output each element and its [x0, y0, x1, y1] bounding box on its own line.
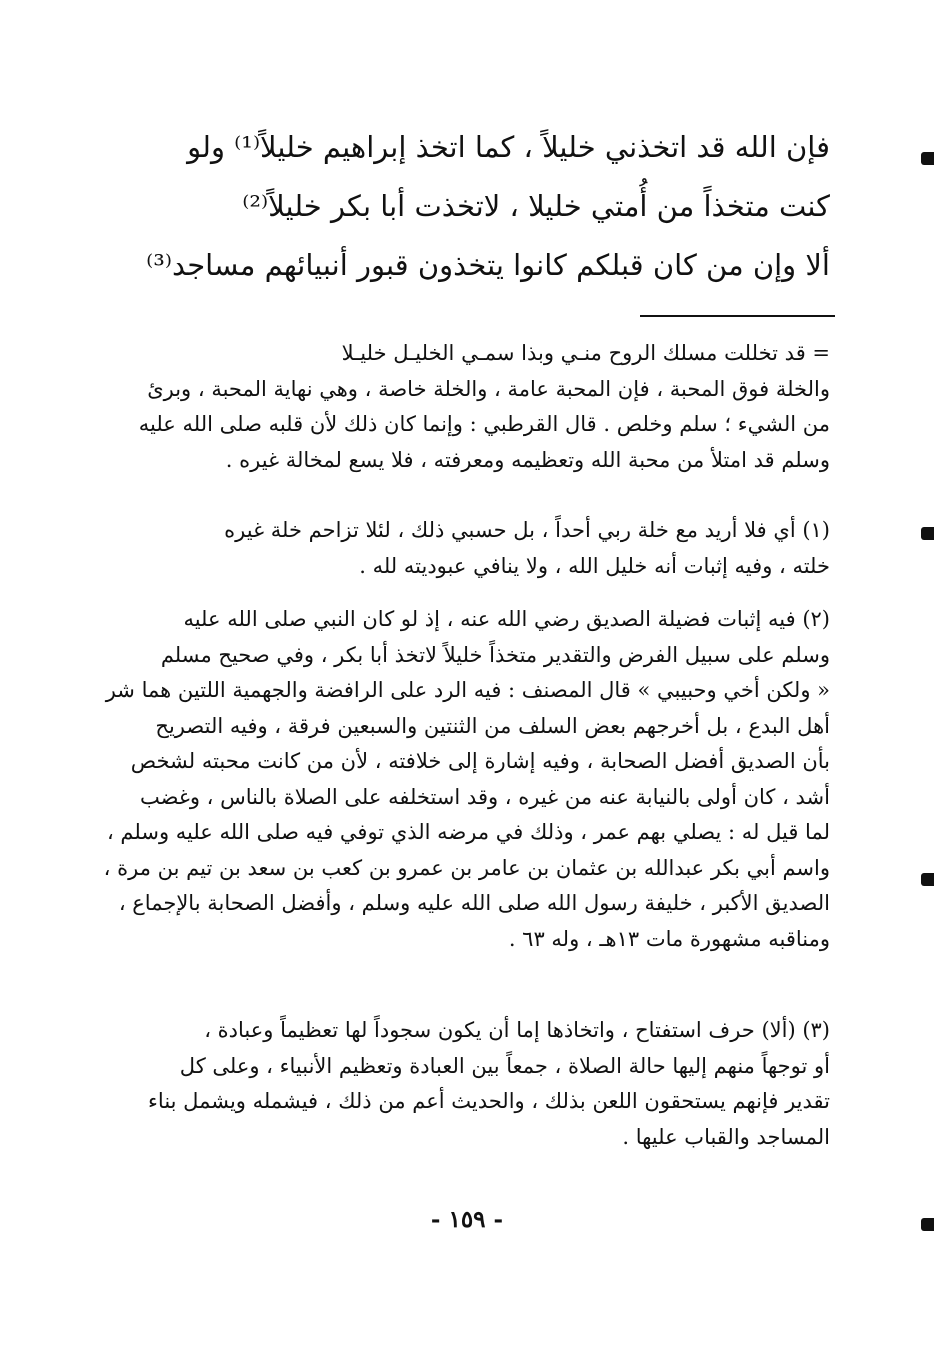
text-line: وسلم قد امتلأ من محبة الله وتعظيمه ومعرفته ، فلا يسع لمخالة غيره .	[225, 447, 830, 472]
footnote-2	[100, 602, 830, 957]
text-line: ومناقبه مشهورة مات ١٣هـ ، وله ٦٣ .	[508, 926, 830, 951]
footnote-3	[100, 1013, 830, 1155]
text-line: من الشيء ؛ سلم وخلص . قال القرطبي : وإنما كان ذلك لأن قلبه صلى الله عليه	[138, 412, 830, 436]
scan-edge-mark	[921, 873, 934, 886]
hadith-text	[100, 118, 830, 295]
text-line: كنت متخذاً من أُمتي خليلا ، لاتخذت أبا بكر خليلاً⁽²⁾	[242, 189, 830, 223]
text-line: بأن الصديق أفضل الصحابة ، وفيه إشارة إلى خلافته ، لأن من كانت محبته لشخص	[130, 749, 830, 773]
footnote-separator	[640, 315, 835, 317]
text-line: (٢) فيه إثبات فضيلة الصديق رضي الله عنه ، إذ لو كان النبي صلى الله عليه	[183, 607, 830, 631]
text-line: (٣) (ألا) حرف استفتاح ، واتخاذها إما أن يكون سجوداً لها تعظيماً وعبادة ،	[204, 1018, 830, 1042]
text-line: وسلم على سبيل الفرض والتقدير متخذاً خليلاً لاتخذ أبا بكر ، وفي صحيح مسلم	[160, 642, 830, 667]
text-line: خلته ، وفيه إثبات أنه خليل الله ، ولا ينافي عبوديته لله .	[359, 553, 830, 578]
text-line: والخلة فوق المحبة ، فإن المحبة عامة ، والخلة خاصة ، وهي نهاية المحبة ، وبرئ	[147, 376, 830, 401]
footnote-1	[100, 513, 830, 584]
text-line: المساجد والقباب عليها .	[622, 1124, 830, 1149]
scan-edge-mark	[921, 1218, 934, 1231]
text-line: أو توجهاً منهم إليها حالة الصلاة ، جمعاً بين العبادة وتعظيم الأنبياء ، وعلى كل	[179, 1053, 830, 1078]
text-line: أشد ، كان أولى بالنيابة عنه من غيره ، وقد استخلفه على الصلاة بالناس ، وغضب	[140, 784, 830, 809]
text-line: تقدير فإنهم يستحقون اللعن بذلك ، والحديث أعم من ذلك ، فيشمله ويشمل بناء	[148, 1089, 830, 1113]
text-line: ألا وإن من كان قبلكم كانوا يتخذون قبور أنبيائهم مساجد⁽³⁾	[146, 248, 830, 282]
text-line: واسم أبي بكر عبدالله بن عثمان بن عامر بن عمرو بن كعب بن سعد بن تيم بن مرة ،	[103, 855, 830, 880]
text-line: أهل البدع ، بل أخرجهم بعض السلف من الثنتين والسبعين فرقة ، وفيه التصريح	[155, 713, 830, 738]
scan-edge-mark	[921, 152, 934, 165]
scan-edge-mark	[921, 527, 934, 540]
text-line: = قد تخللت مسلك الروح منـي وبذا سمـي الخليـل خليـلا	[341, 341, 830, 365]
footnote-continuation	[100, 336, 830, 478]
text-line: لما قيل له : يصلي بهم عمر ، وذلك في مرضه الذي توفي فيه صلى الله عليه وسلم ،	[106, 820, 830, 844]
text-line: فإن الله قد اتخذني خليلاً ، كما اتخذ إبراهيم خليلاً⁽¹⁾ ولو	[187, 130, 830, 164]
text-line: « ولكن أخي وحبيبي » قال المصنف : فيه الرد على الرافضة والجهمية اللتين هما شر	[105, 678, 830, 702]
page-number: - ١٥٩ -	[430, 1206, 504, 1233]
text-line: (١) أي فلا أريد مع خلة ربي أحداً ، بل حسبي ذلك ، لئلا تزاحم خلة غيره	[224, 518, 830, 542]
text-line: الصديق الأكبر ، خليفة رسول الله صلى الله عليه وسلم ، وأفضل الصحابة بالإجماع ،	[118, 891, 830, 915]
